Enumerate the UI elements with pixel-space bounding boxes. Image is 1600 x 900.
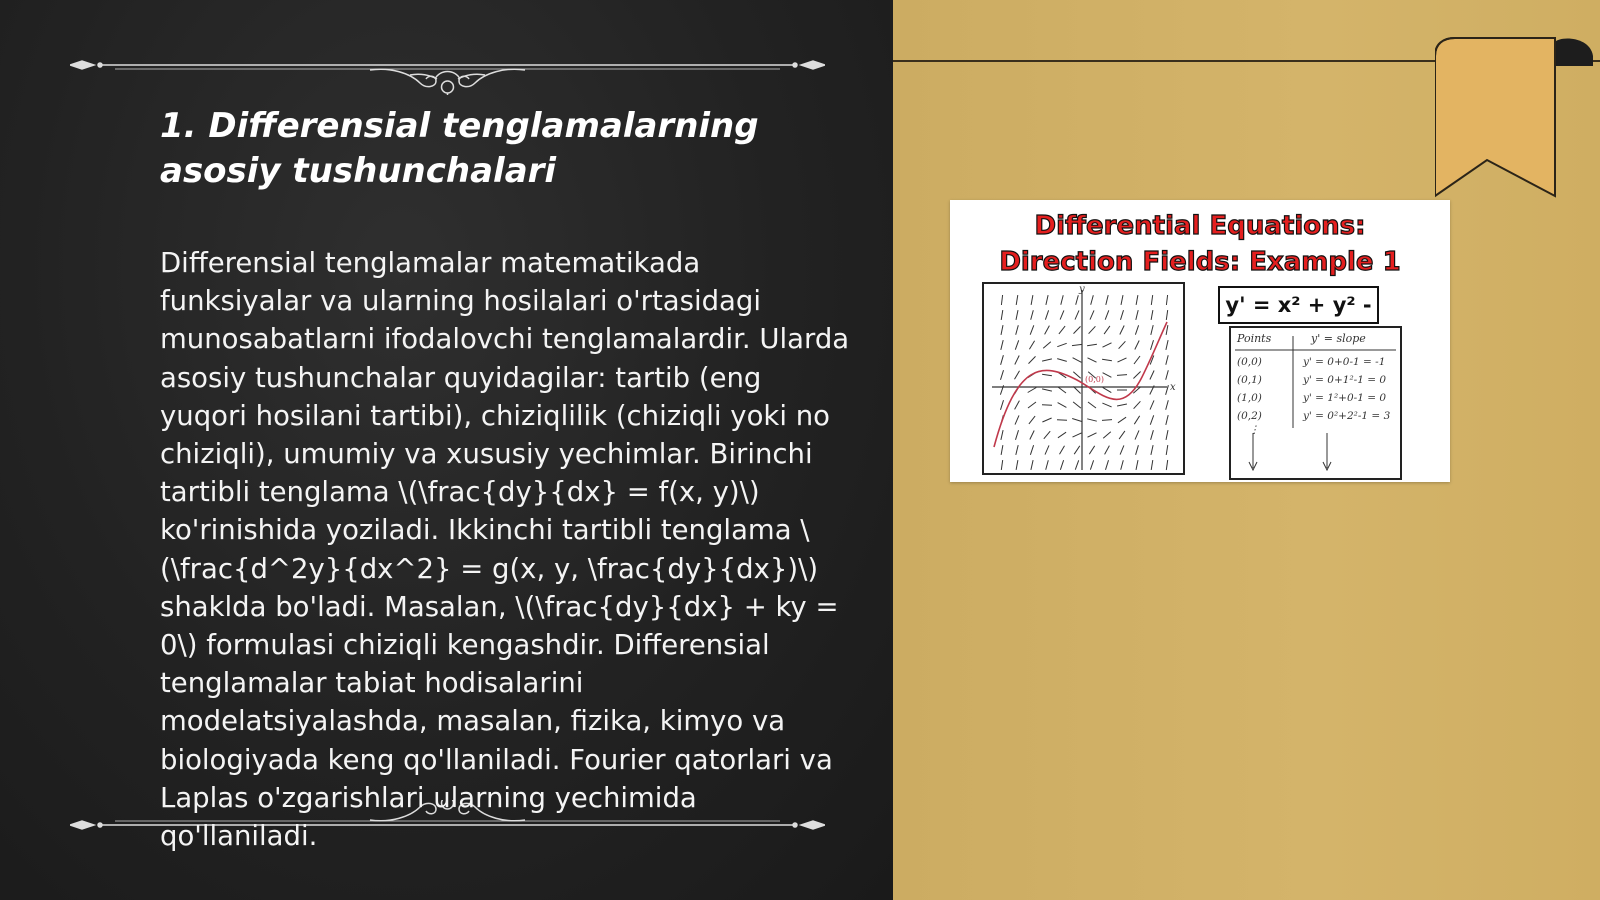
table-row-point: (0,1): [1237, 374, 1262, 386]
equation-box: y' = x² + y² -: [1218, 286, 1379, 324]
point-label: (0,0): [1085, 375, 1104, 384]
direction-field-graph: [982, 282, 1185, 475]
slope-table: [1229, 326, 1402, 480]
table-row-slope: y' = 0+0-1 = -1: [1303, 356, 1386, 368]
table-row-point: (0,0): [1237, 356, 1262, 368]
table-header-points: Points: [1237, 332, 1272, 345]
table-header-slope: y' = slope: [1311, 332, 1366, 345]
y-axis-label: y: [1079, 284, 1085, 295]
table-row-slope: y' = 0+1²-1 = 0: [1303, 374, 1387, 386]
slide-title: 1. Differensial tenglamalarning asosiy tushunchalari: [160, 106, 759, 191]
top-flourish-ornament: [70, 45, 825, 95]
table-row-slope: y' = 0²+2²-1 = 3: [1303, 410, 1391, 422]
slide-body-text: Differensial tenglamalar matematikada funksiyalar va ularning hosilalari o'rtasidagi munosabatlarni ifodalovchi tenglamalardir. Ularda asosiy tushunchalar quyidagilar: tartib (eng yuqori hosilani tartibi), chiziqlilik (chiziqli yoki no chiziqli), umumiy va xususiy yechimlar. Birinchi tartibli tenglama \(\frac{dy}{dx} = f(x, y)\) ko'rinishida yoziladi. Ikkinchi tartibli tenglama \(\frac{d^2y}{dx^2} = g(x, y, \frac{dy}{dx})\) shaklda bo'ladi. Masalan, \(\frac{dy}{dx} + ky = 0\) formulasi chiziqli kengashdir. Differensial tenglamalar tabiat hodisalarini modelatsiyalashda, masalan, fizika, kimyo va biologiyada keng qo'llaniladi. Fourier qatorlari va Laplas o'zgarishlari ularning yechimida qo'llaniladi.: [160, 247, 850, 853]
x-axis-label: x: [1170, 382, 1176, 393]
table-row-point: (1,0): [1237, 392, 1262, 404]
table-row-point: (0,2): [1237, 410, 1262, 422]
table-row-slope: y' = 1²+0-1 = 0: [1303, 392, 1387, 404]
figure-title-line1: Differential Equations:: [1034, 211, 1366, 241]
bookmark-ribbon-icon: [1435, 36, 1600, 201]
graph-frame: [983, 283, 1184, 474]
direction-field-figure: [950, 200, 1450, 482]
slope-mark: [1057, 420, 1067, 421]
figure-title-line2: Direction Fields: Example 1: [999, 247, 1401, 277]
table-continuation: ⋮: [1249, 424, 1260, 436]
